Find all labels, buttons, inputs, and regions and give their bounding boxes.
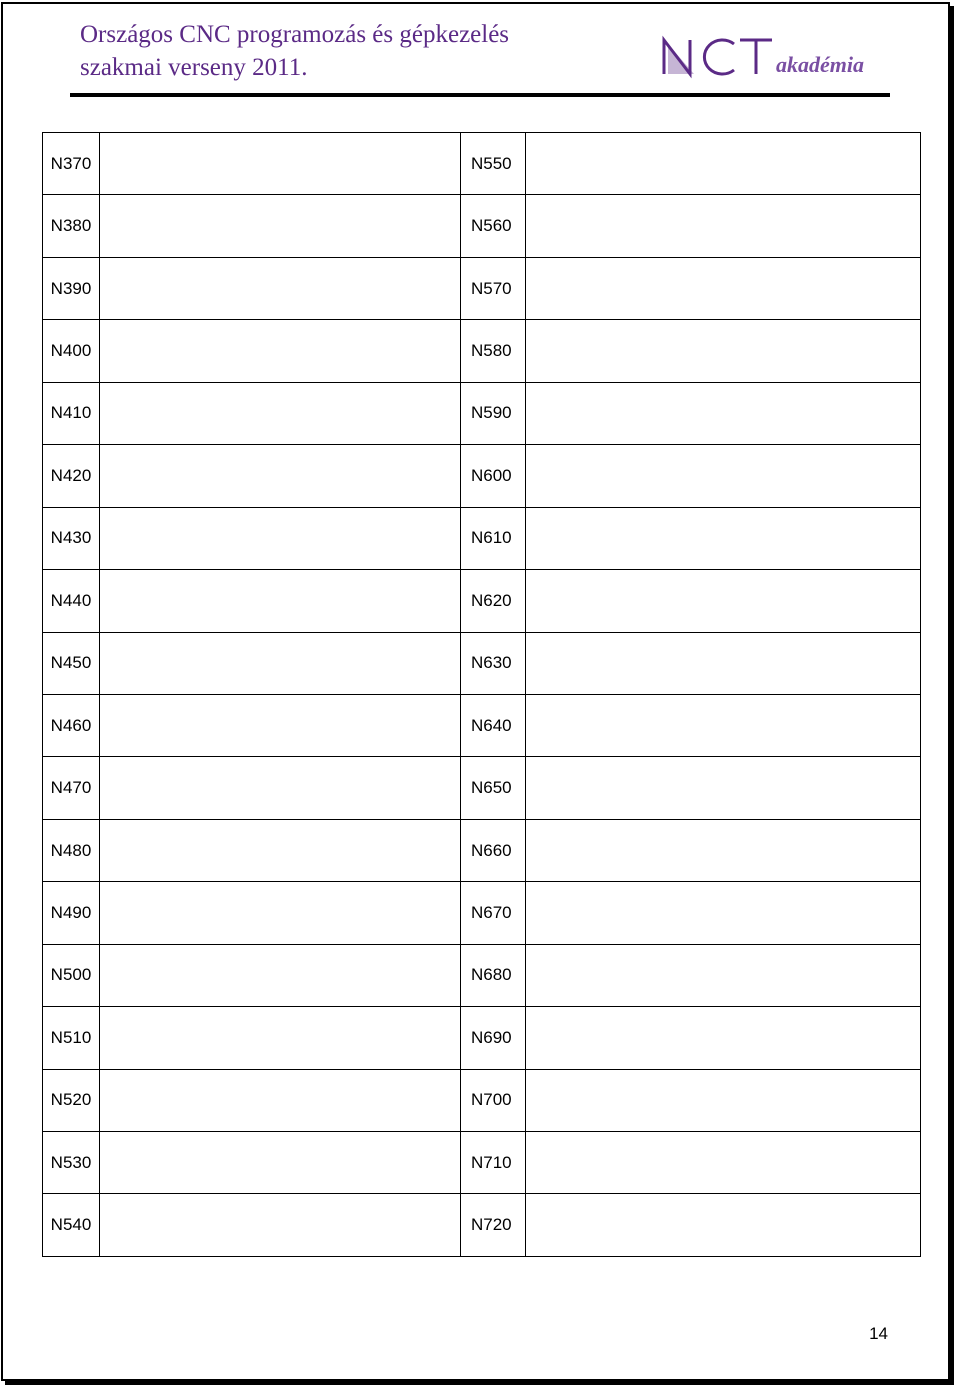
table-row bbox=[43, 944, 921, 1006]
line-number-right: N720 bbox=[461, 1194, 526, 1257]
line-number-right: N610 bbox=[461, 507, 526, 569]
line-number-left: N450 bbox=[43, 632, 100, 694]
table-row bbox=[43, 1069, 921, 1131]
table-row bbox=[43, 1194, 921, 1257]
line-number-left: N520 bbox=[43, 1069, 100, 1131]
code-entry-right[interactable] bbox=[526, 570, 921, 632]
code-entry-right[interactable] bbox=[526, 944, 921, 1006]
table-row bbox=[43, 320, 921, 382]
code-entry-left[interactable] bbox=[100, 632, 461, 694]
line-number-left: N400 bbox=[43, 320, 100, 382]
line-number-left: N470 bbox=[43, 757, 100, 819]
line-number-right: N660 bbox=[461, 819, 526, 881]
line-number-right: N630 bbox=[461, 632, 526, 694]
code-entry-left[interactable] bbox=[100, 382, 461, 444]
code-entry-right[interactable] bbox=[526, 1007, 921, 1069]
table-row bbox=[43, 757, 921, 819]
line-number-left: N540 bbox=[43, 1194, 100, 1257]
line-number-left: N370 bbox=[43, 133, 100, 195]
code-entry-right[interactable] bbox=[526, 507, 921, 569]
line-number-left: N480 bbox=[43, 819, 100, 881]
line-number-right: N640 bbox=[461, 694, 526, 756]
table-row bbox=[43, 882, 921, 944]
code-entry-right[interactable] bbox=[526, 632, 921, 694]
title-line-2: szakmai verseny 2011. bbox=[80, 54, 308, 81]
line-number-left: N390 bbox=[43, 257, 100, 319]
code-entry-right[interactable] bbox=[526, 1132, 921, 1194]
line-number-left: N380 bbox=[43, 195, 100, 257]
document-title bbox=[80, 18, 509, 84]
code-entry-left[interactable] bbox=[100, 1132, 461, 1194]
table-row bbox=[43, 133, 921, 195]
code-entry-left[interactable] bbox=[100, 257, 461, 319]
code-entry-right[interactable] bbox=[526, 1194, 921, 1257]
table-row bbox=[43, 195, 921, 257]
line-number-right: N690 bbox=[461, 1007, 526, 1069]
line-number-right: N710 bbox=[461, 1132, 526, 1194]
line-number-right: N570 bbox=[461, 257, 526, 319]
table-row bbox=[43, 632, 921, 694]
table-row bbox=[43, 570, 921, 632]
line-number-right: N620 bbox=[461, 570, 526, 632]
code-entry-right[interactable] bbox=[526, 382, 921, 444]
line-number-right: N650 bbox=[461, 757, 526, 819]
code-entry-right[interactable] bbox=[526, 694, 921, 756]
line-number-right: N680 bbox=[461, 944, 526, 1006]
line-number-right: N700 bbox=[461, 1069, 526, 1131]
code-entry-left[interactable] bbox=[100, 445, 461, 507]
table-row bbox=[43, 1132, 921, 1194]
line-number-left: N410 bbox=[43, 382, 100, 444]
title-line-1: Országos CNC programozás és gépkezelés bbox=[80, 21, 510, 48]
code-entry-right[interactable] bbox=[526, 257, 921, 319]
code-entry-left[interactable] bbox=[100, 1069, 461, 1131]
table-row bbox=[43, 382, 921, 444]
line-number-left: N510 bbox=[43, 1007, 100, 1069]
line-number-left: N440 bbox=[43, 570, 100, 632]
program-line-grid bbox=[42, 132, 921, 1257]
line-number-right: N550 bbox=[461, 133, 526, 195]
line-number-left: N460 bbox=[43, 694, 100, 756]
code-entry-left[interactable] bbox=[100, 195, 461, 257]
code-entry-left[interactable] bbox=[100, 1007, 461, 1069]
code-entry-left[interactable] bbox=[100, 1194, 461, 1257]
code-entry-left[interactable] bbox=[100, 694, 461, 756]
code-entry-left[interactable] bbox=[100, 570, 461, 632]
table-row bbox=[43, 1007, 921, 1069]
nct-akademia-logo bbox=[660, 34, 890, 80]
line-number-right: N560 bbox=[461, 195, 526, 257]
table-row bbox=[43, 819, 921, 881]
code-entry-left[interactable] bbox=[100, 507, 461, 569]
table-row bbox=[43, 257, 921, 319]
code-entry-right[interactable] bbox=[526, 195, 921, 257]
logo-text-secondary: akadémia bbox=[776, 52, 864, 77]
code-entry-right[interactable] bbox=[526, 882, 921, 944]
code-entry-right[interactable] bbox=[526, 133, 921, 195]
code-entry-right[interactable] bbox=[526, 445, 921, 507]
code-entry-right[interactable] bbox=[526, 757, 921, 819]
table-row bbox=[43, 445, 921, 507]
line-number-left: N430 bbox=[43, 507, 100, 569]
page-number: 14 bbox=[869, 1324, 888, 1343]
code-entry-right[interactable] bbox=[526, 1069, 921, 1131]
line-number-left: N530 bbox=[43, 1132, 100, 1194]
code-entry-left[interactable] bbox=[100, 757, 461, 819]
code-entry-left[interactable] bbox=[100, 819, 461, 881]
code-entry-right[interactable] bbox=[526, 320, 921, 382]
line-number-left: N420 bbox=[43, 445, 100, 507]
line-number-left: N490 bbox=[43, 882, 100, 944]
line-number-left: N500 bbox=[43, 944, 100, 1006]
line-number-right: N590 bbox=[461, 382, 526, 444]
code-entry-left[interactable] bbox=[100, 944, 461, 1006]
line-number-right: N600 bbox=[461, 445, 526, 507]
table-row bbox=[43, 507, 921, 569]
code-entry-right[interactable] bbox=[526, 819, 921, 881]
code-entry-left[interactable] bbox=[100, 133, 461, 195]
code-entry-left[interactable] bbox=[100, 320, 461, 382]
line-number-right: N580 bbox=[461, 320, 526, 382]
table-row bbox=[43, 694, 921, 756]
code-entry-left[interactable] bbox=[100, 882, 461, 944]
line-number-right: N670 bbox=[461, 882, 526, 944]
header-divider bbox=[70, 93, 890, 97]
grid-body bbox=[43, 133, 921, 1257]
